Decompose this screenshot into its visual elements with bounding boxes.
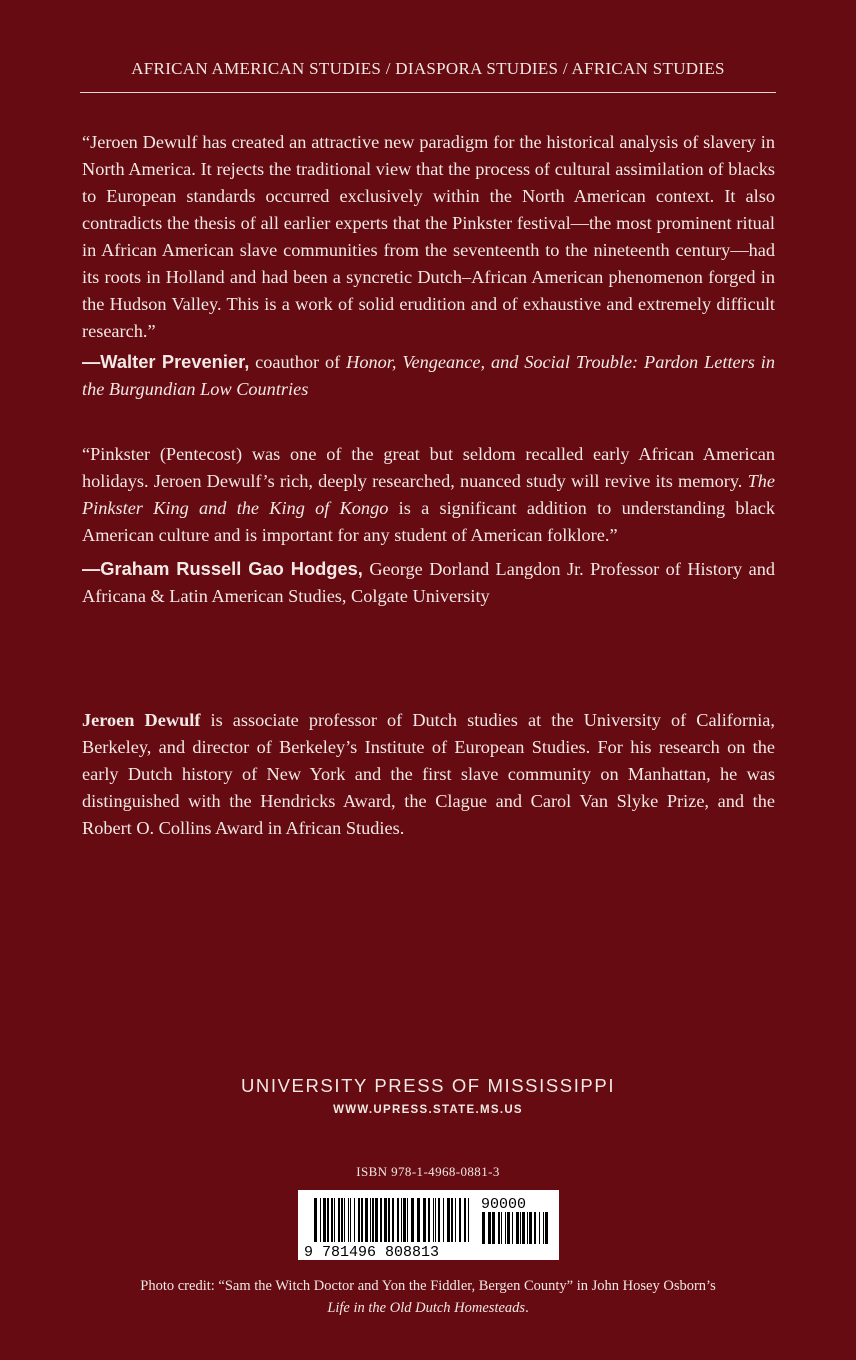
barcode-bar bbox=[327, 1198, 329, 1242]
barcode-bar bbox=[492, 1212, 495, 1244]
category-heading: AFRICAN AMERICAN STUDIES / DIASPORA STUDIES / AFRICAN STUDIES bbox=[131, 59, 725, 78]
barcode-bar bbox=[334, 1198, 335, 1242]
barcode-bar bbox=[455, 1198, 456, 1242]
barcode-bar bbox=[341, 1198, 343, 1242]
barcode-price-code: 90000 bbox=[481, 1196, 527, 1213]
barcode-bar bbox=[501, 1212, 502, 1244]
publisher-url: WWW.UPRESS.STATE.MS.US bbox=[333, 1104, 523, 1116]
barcode-bar bbox=[438, 1198, 440, 1242]
barcode-bar bbox=[365, 1198, 368, 1242]
photo-credit bbox=[140, 1275, 716, 1319]
barcode-bar bbox=[331, 1198, 333, 1242]
quote-2-role: George Dorland Langdon Jr. Professor of History and Africana & Latin American Studies, Colgate University bbox=[82, 559, 775, 606]
barcode-bar bbox=[361, 1198, 363, 1242]
barcode-bar bbox=[534, 1212, 536, 1244]
barcode-bar bbox=[488, 1212, 491, 1244]
barcode-bar bbox=[520, 1212, 521, 1244]
isbn-label: ISBN 978-1-4968-0881-3 bbox=[356, 1164, 500, 1179]
barcode-bar bbox=[507, 1212, 510, 1244]
barcode-digits: 9 781496 808813 bbox=[304, 1244, 440, 1260]
barcode-bar bbox=[545, 1212, 548, 1244]
quote-1-attribution bbox=[82, 348, 775, 403]
barcode-bar bbox=[505, 1212, 506, 1244]
barcode-bar bbox=[468, 1198, 469, 1242]
author-name: Jeroen Dewulf bbox=[82, 710, 201, 730]
barcode-bar bbox=[350, 1198, 351, 1242]
barcode-bar bbox=[464, 1198, 466, 1242]
quote-2-author: —Graham Russell Gao Hodges, bbox=[82, 558, 363, 579]
header-divider bbox=[80, 92, 776, 93]
barcode-bar bbox=[428, 1198, 430, 1242]
author-bio bbox=[82, 707, 775, 842]
photo-credit-text-a: Photo credit: “Sam the Witch Doctor and Yon the Fiddler, Bergen County” in John Hosey Osborn’s bbox=[140, 1278, 716, 1294]
barcode-bar bbox=[433, 1198, 434, 1242]
photo-credit-book: Life in the Old Dutch Homesteads bbox=[327, 1300, 526, 1316]
barcode-bar bbox=[348, 1198, 349, 1242]
barcode-bar bbox=[417, 1198, 420, 1242]
barcode-bar bbox=[447, 1198, 450, 1242]
barcode-bar bbox=[314, 1198, 317, 1242]
photo-credit-text-b: . bbox=[525, 1300, 529, 1316]
barcode-bar bbox=[323, 1198, 326, 1242]
barcode-bar bbox=[388, 1198, 390, 1242]
barcode-bar bbox=[370, 1198, 371, 1242]
barcode-bar bbox=[320, 1198, 321, 1242]
barcode-bar bbox=[516, 1212, 519, 1244]
barcode-bar bbox=[403, 1198, 406, 1242]
publisher-name: UNIVERSITY PRESS OF MISSISSIPPI bbox=[240, 1075, 616, 1096]
quote-1-role: coauthor of bbox=[249, 352, 347, 372]
barcode-graphic bbox=[298, 1190, 559, 1260]
barcode-bar bbox=[543, 1212, 544, 1244]
barcode-bar bbox=[435, 1198, 436, 1242]
barcode-bar bbox=[529, 1212, 532, 1244]
barcode bbox=[298, 1190, 559, 1260]
barcode-bar bbox=[482, 1212, 485, 1244]
barcode-bar bbox=[423, 1198, 426, 1242]
barcode-bar bbox=[451, 1198, 453, 1242]
barcode-bar bbox=[539, 1212, 540, 1244]
barcode-bar bbox=[527, 1212, 528, 1244]
quote-2-book-title: The Pinkster King and the King of Kongo bbox=[82, 471, 775, 518]
quote-2-attribution bbox=[82, 555, 775, 610]
quote-1-text: “Jeroen Dewulf has created an attractive new paradigm for the historical analysis of slavery in North America. It rejects the traditional view that the process of cultural assimilation of blacks to European standards occurred exclusively within the North American context. It also contradicts the thesis of all earlier experts that the Pinkster festival—the most prominent ritual in African American slave communities from the seventeenth to the nineteenth century—had its roots in Holland and had been a syncretic Dutch–African American phenomenon forged in the Hudson Valley. This is a work of solid erudition and of exhaustive and extremely difficult research.” bbox=[82, 132, 775, 341]
barcode-bar bbox=[358, 1198, 360, 1242]
barcode-bar bbox=[401, 1198, 402, 1242]
barcode-bar bbox=[338, 1198, 340, 1242]
barcode-bar bbox=[459, 1198, 461, 1242]
quote-1-author: —Walter Prevenier, bbox=[82, 351, 250, 372]
barcode-bar bbox=[384, 1198, 387, 1242]
author-bio-text: is associate professor of Dutch studies at the University of California, Berkeley, and director of Berkeley’s Institute of European Studies. For his research on the early Dutch history of New York and the first slave community on Manhattan, he was distinguished with the Hendricks Award, the Clague and Carol Van Slyke Prize, and the Robert O. Collins Award in African Studies. bbox=[82, 710, 775, 838]
quote-2-text bbox=[82, 441, 775, 549]
barcode-bar bbox=[411, 1198, 414, 1242]
barcode-bar bbox=[344, 1198, 345, 1242]
barcode-bar bbox=[392, 1198, 394, 1242]
barcode-bar bbox=[380, 1198, 382, 1242]
barcode-bar bbox=[522, 1212, 525, 1244]
quote-2-text-a: “Pinkster (Pentecost) was one of the great but seldom recalled early African American holidays. Jeroen Dewulf’s rich, deeply researched, nuanced study will revive its memory. bbox=[82, 444, 775, 491]
barcode-bar bbox=[512, 1212, 513, 1244]
barcode-bar bbox=[397, 1198, 399, 1242]
quote-2-text-b: is a significant addition to understanding black American culture and is important for any student of American folklore.” bbox=[82, 498, 775, 545]
barcode-bar bbox=[354, 1198, 355, 1242]
barcode-bar bbox=[375, 1198, 378, 1242]
barcode-bar bbox=[443, 1198, 444, 1242]
barcode-bar bbox=[372, 1198, 374, 1242]
quote-1-book-title: Honor, Vengeance, and Social Trouble: Pardon Letters in the Burgundian Low Countries bbox=[82, 352, 775, 399]
barcode-bar bbox=[407, 1198, 408, 1242]
barcode-bar bbox=[498, 1212, 500, 1244]
